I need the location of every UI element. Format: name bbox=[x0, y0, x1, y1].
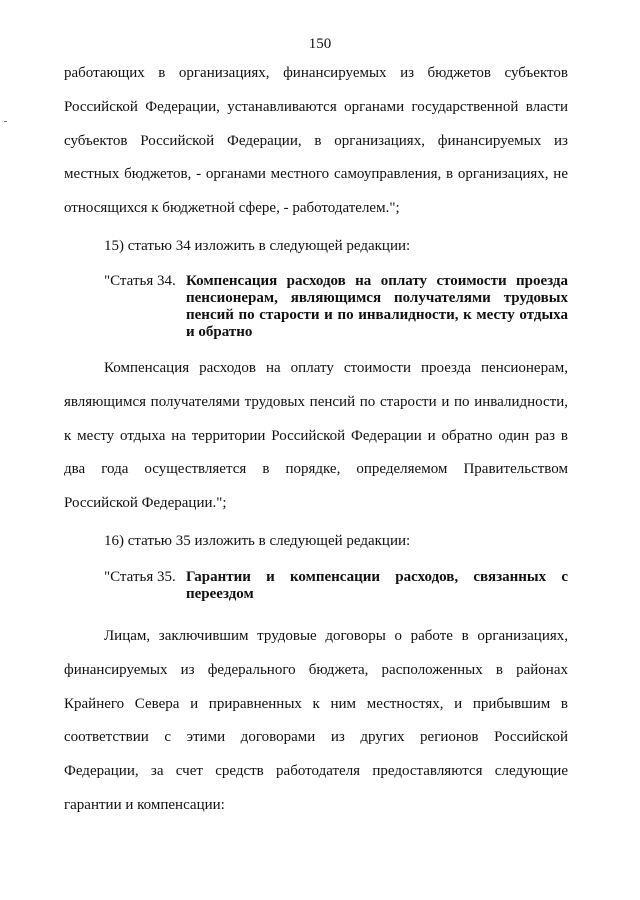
text-line: Крайнего Севера и приравненных к ним местностях, и прибывшим в bbox=[64, 695, 568, 712]
page-number: 150 bbox=[308, 36, 332, 52]
text-line: Компенсация расходов на оплату стоимости проезда пенсионерам, bbox=[104, 360, 568, 376]
paragraph-continuation bbox=[64, 57, 568, 226]
article-label: "Статья 34. bbox=[104, 273, 176, 289]
title-line: пенсий по старости и по инвалидности, к месту отдыха bbox=[186, 307, 568, 323]
article-title bbox=[186, 569, 568, 603]
text-line: 15) статью 34 изложить в следующей редакции: bbox=[104, 238, 411, 254]
article-label: "Статья 35. bbox=[104, 569, 176, 585]
text-line: Лицам, заключившим трудовые договоры о работе в организациях, bbox=[104, 628, 568, 644]
text-line: относящихся к бюджетной сфере, - работодателем."; bbox=[64, 200, 400, 217]
article-34-heading bbox=[104, 273, 568, 341]
text-line: Российской Федерации."; bbox=[64, 495, 227, 512]
text-line: к месту отдыха на территории Российской Федерации и обратно один раз в bbox=[64, 427, 568, 444]
article-title bbox=[186, 273, 568, 341]
title-line: Компенсация расходов на оплату стоимости проезда bbox=[186, 273, 568, 289]
article-35-body bbox=[64, 620, 568, 823]
text-line: Федерации, за счет средств работодателя предоставляются следующие bbox=[64, 763, 568, 780]
article-34-body bbox=[64, 352, 568, 521]
margin-mark bbox=[4, 121, 7, 122]
text-line: субъектов Российской Федерации, в организациях, финансируемых из bbox=[64, 132, 568, 149]
text-line: финансируемых из федерального бюджета, расположенных в районах bbox=[64, 661, 568, 678]
amendment-item-15 bbox=[104, 230, 568, 264]
text-line: местных бюджетов, - органами местного самоуправления, в организациях, не bbox=[64, 166, 568, 183]
text-line: два года осуществляется в порядке, определяемом Правительством bbox=[64, 461, 568, 478]
text-line: 16) статью 35 изложить в следующей редакции: bbox=[104, 533, 411, 549]
amendment-item-16 bbox=[104, 525, 568, 559]
article-35-heading bbox=[104, 569, 568, 603]
text-line: гарантии и компенсации: bbox=[64, 796, 225, 813]
title-line: и обратно bbox=[186, 324, 253, 340]
title-line: переездом bbox=[186, 586, 254, 602]
text-line: являющимся получателями трудовых пенсий по старости и по инвалидности, bbox=[64, 393, 568, 410]
text-line: работающих в организациях, финансируемых из бюджетов субъектов bbox=[64, 65, 568, 81]
text-line: Российской Федерации, устанавливаются органами государственной власти bbox=[64, 98, 568, 115]
text-line: соответствии с этими договорами из других регионов Российской bbox=[64, 729, 568, 746]
title-line: пенсионерам, являющимся получателями трудовых bbox=[186, 290, 568, 306]
title-line: Гарантии и компенсации расходов, связанных с bbox=[186, 569, 568, 585]
